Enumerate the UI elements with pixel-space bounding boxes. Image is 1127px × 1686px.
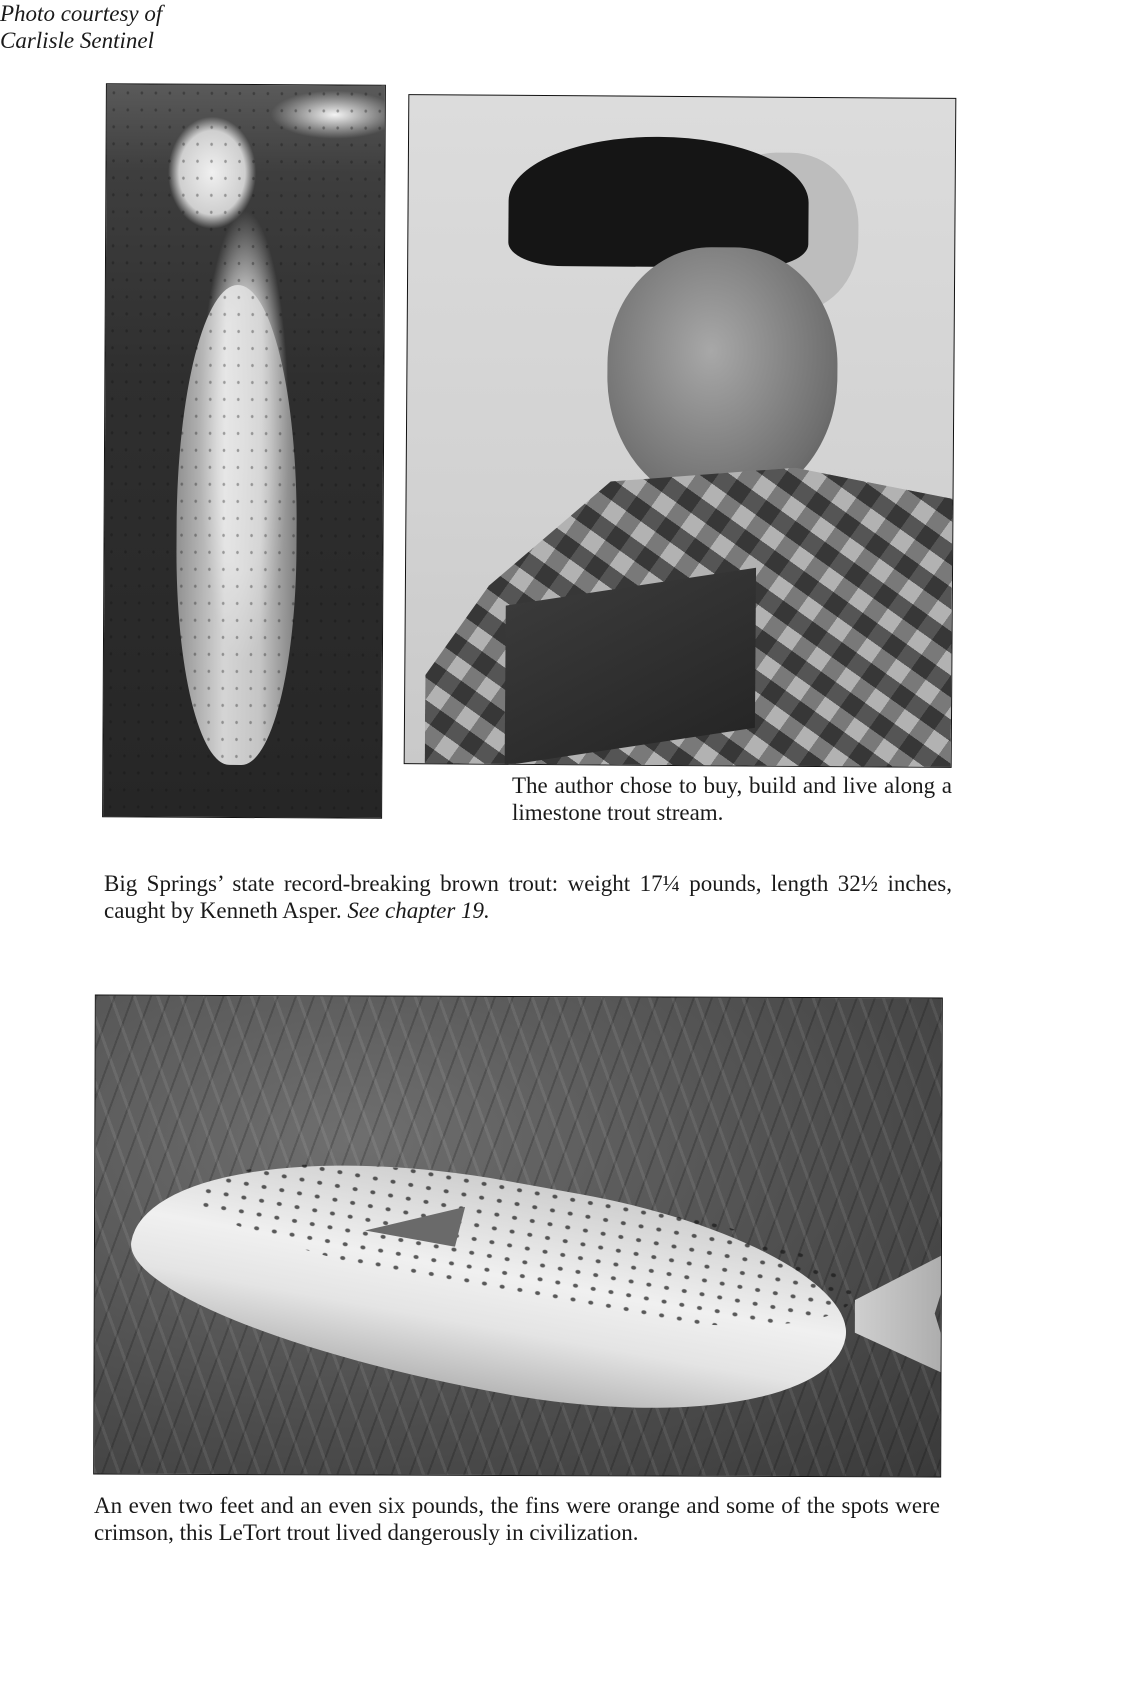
letort-trout-caption xyxy=(94,1492,940,1546)
brown-trout xyxy=(116,1117,862,1451)
author-caption: The author chose to buy, build and live along a limestone trout stream. xyxy=(512,773,952,825)
trout-tail xyxy=(855,1248,943,1378)
photo-grain xyxy=(103,84,385,817)
letort-caption-text: An even two feet and an even six pounds, the fins were orange and some of the spots were crimson, this LeTort trout lived dangerously in civilization. xyxy=(94,1493,940,1545)
photo-credit-line-1: Photo courtesy of xyxy=(0,1,163,26)
author-face xyxy=(606,246,838,508)
letort-trout-photo xyxy=(93,995,943,1478)
author-portrait-photo xyxy=(404,94,957,768)
cap-brim xyxy=(508,136,809,268)
record-trout-caption-text: Big Springs’ state record-breaking brown trout: weight 17¼ pounds, length 32½ inches, caught by Kenneth Asper. xyxy=(104,871,952,923)
chapter-reference: See chapter 19. xyxy=(347,898,490,923)
record-trout-caption xyxy=(104,870,952,924)
trout-spots xyxy=(190,1128,862,1359)
photo-credit-line-2: Carlisle Sentinel xyxy=(0,28,154,53)
record-trout-photo xyxy=(102,83,386,818)
photo-credit xyxy=(0,0,1127,54)
